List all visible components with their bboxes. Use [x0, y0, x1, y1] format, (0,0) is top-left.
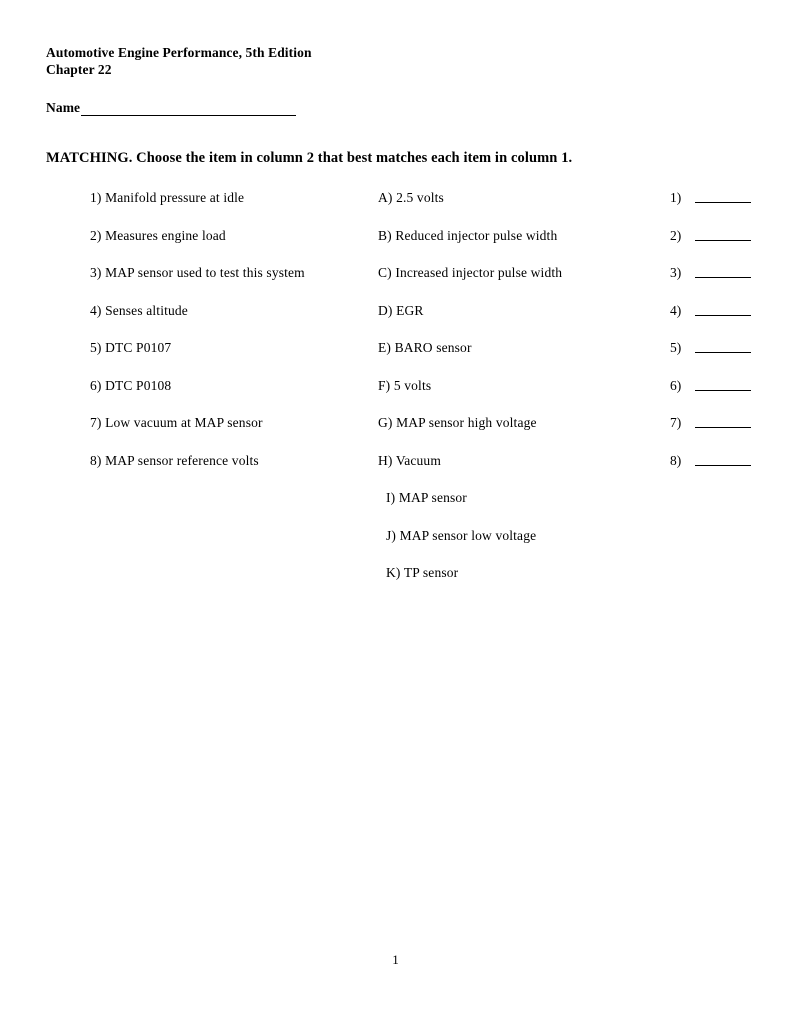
page-number: 1	[392, 952, 399, 967]
answer-row	[670, 377, 790, 415]
answer-number: 3)	[670, 265, 682, 280]
instruction-text: MATCHING. Choose the item in column 2 that best matches each item in column 1.	[46, 150, 573, 166]
list-item: 2) Measures engine load	[90, 227, 226, 243]
answer-number: 4)	[670, 302, 682, 318]
answer-number: 2)	[670, 227, 682, 243]
answer-column	[670, 189, 790, 489]
answer-row	[670, 414, 790, 452]
list-item: G) MAP sensor high voltage	[378, 415, 537, 430]
column-2-options	[376, 189, 656, 602]
list-item: 1) Manifold pressure at idle	[90, 190, 245, 205]
answer-number: 8)	[670, 452, 682, 468]
name-blank-line[interactable]	[81, 103, 296, 116]
answer-row	[670, 339, 790, 377]
list-item: 5) DTC P0107	[90, 340, 172, 355]
answer-blank[interactable]	[695, 302, 751, 316]
list-item: H) Vacuum	[378, 452, 441, 468]
list-item: K) TP sensor	[386, 565, 459, 580]
answer-blank[interactable]	[695, 377, 751, 391]
answer-row	[670, 189, 790, 227]
list-item: 3) MAP sensor used to test this system	[90, 265, 305, 280]
answer-row	[670, 452, 790, 490]
list-item: 6) DTC P0108	[90, 377, 172, 393]
answer-number: 5)	[670, 340, 682, 355]
list-item: J) MAP sensor low voltage	[386, 527, 537, 543]
list-item: E) BARO sensor	[378, 340, 472, 355]
list-item: 7) Low vacuum at MAP sensor	[90, 415, 263, 430]
answer-blank[interactable]	[695, 452, 751, 466]
answer-blank[interactable]	[695, 189, 751, 203]
list-item: I) MAP sensor	[386, 490, 467, 505]
answer-number: 6)	[670, 377, 682, 393]
document-header	[46, 44, 745, 116]
answer-blank[interactable]	[695, 414, 751, 428]
answer-row	[670, 302, 790, 340]
answer-number: 7)	[670, 415, 682, 430]
answer-blank[interactable]	[695, 339, 751, 353]
column-1-items	[90, 189, 370, 489]
list-item: A) 2.5 volts	[378, 190, 444, 205]
list-item: 4) Senses altitude	[90, 302, 188, 318]
chapter-title: Chapter 22	[46, 62, 112, 77]
book-title: Automotive Engine Performance, 5th Edition	[46, 45, 312, 60]
answer-blank[interactable]	[695, 227, 751, 241]
name-row	[46, 100, 745, 116]
answer-row	[670, 264, 790, 302]
name-label: Name	[46, 100, 81, 115]
list-item: C) Increased injector pulse width	[378, 265, 563, 280]
answer-row	[670, 227, 790, 265]
list-item: 8) MAP sensor reference volts	[90, 452, 259, 468]
list-item: B) Reduced injector pulse width	[378, 227, 558, 243]
answer-number: 1)	[670, 190, 682, 205]
list-item: F) 5 volts	[378, 377, 432, 393]
answer-blank[interactable]	[695, 264, 751, 278]
list-item: D) EGR	[378, 302, 424, 318]
